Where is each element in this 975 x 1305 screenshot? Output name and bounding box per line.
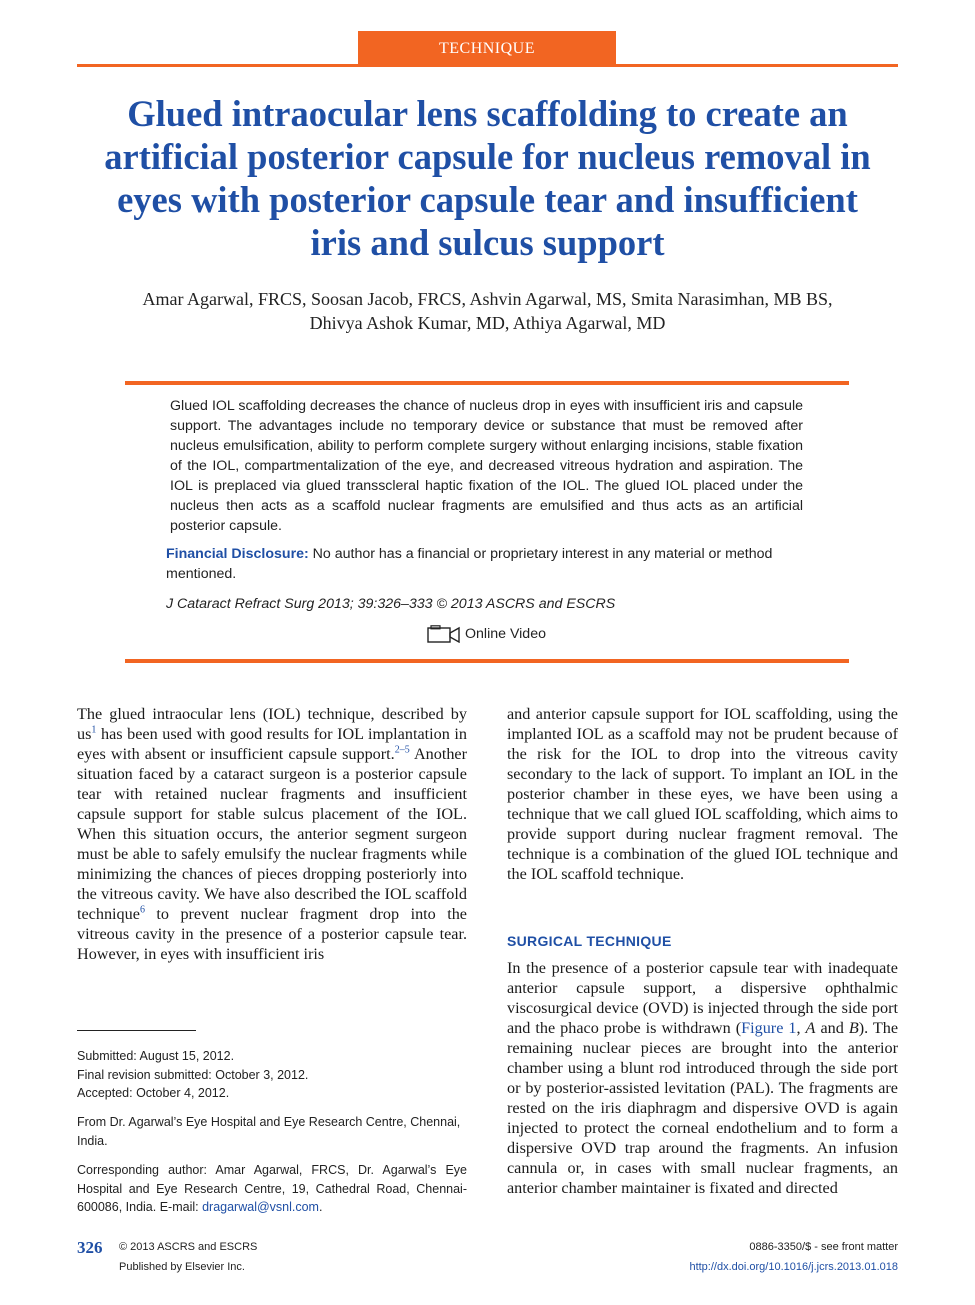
text-run: In the presence of a posterior capsule tear with inadequate anterior capsule support, a dispersive ophthalmic viscosurgical device (OVD) is injected through the side port and the phaco probe is withdrawn ( (507, 959, 898, 1037)
text-run: to prevent nuclear fragment drop into the vitreous cavity in the presence of a posterior capsule tear. However, in eyes with insufficient iris (77, 905, 467, 963)
figure-link[interactable]: Figure 1 (741, 1019, 797, 1037)
disclosure-label: Financial Disclosure: (166, 546, 309, 562)
affiliation: From Dr. Agarwal’s Eye Hospital and Eye Research Centre, Chennai, India. (77, 1115, 461, 1148)
footnote-rule (77, 1030, 196, 1031)
page-number: 326 (77, 1238, 103, 1257)
doi-link[interactable]: http://dx.doi.org/10.1016/j.jcrs.2013.01.018 (689, 1261, 898, 1273)
video-camera-icon (427, 625, 461, 643)
financial-disclosure (166, 544, 808, 584)
author-line-2: Dhivya Ashok Kumar, MD, Athiya Agarwal, MD (309, 313, 666, 333)
corresponding-author (77, 1161, 467, 1217)
text-run: Another situation faced by a cataract surgeon is a posterior capsule tear with retained nuclear fragments and insufficient capsule support for stable sulcus placement of the IOL. When this situation occurs, the anterior segment surgeon must be able to safely emulsify the nuclear fragments while minimizing the chances of pieces dropping posteriorly into the vitreous cavity. We have also described the IOL scaffold technique (77, 745, 467, 923)
text-run: . (318, 1200, 323, 1214)
article-title: Glued intraocular lens scaffolding to create an artificial posterior capsule for nucleus removal in eyes with posterior capsule tear and insufficient iris and sulcus support (104, 93, 871, 263)
abstract-top-rule (125, 381, 849, 385)
email-link[interactable]: dragarwal@vsnl.com (202, 1200, 319, 1214)
text-run: and (815, 1019, 849, 1037)
footer-copyright: © 2013 ASCRS and ESCRS (119, 1241, 258, 1253)
figure-panel-a: A (805, 1019, 816, 1037)
reference-link[interactable]: 2–5 (394, 744, 410, 756)
body-right-paragraph-2 (507, 958, 898, 1198)
article-type-tag: TECHNIQUE (358, 31, 616, 65)
figure-panel-b: B (848, 1019, 859, 1037)
online-video-link[interactable] (427, 624, 546, 644)
author-list (90, 287, 885, 335)
disclosure-text: No author has a financial or proprietary interest in any material or method mentioned. (166, 546, 773, 582)
corresponding-text: Corresponding author: Amar Agarwal, FRCS, Dr. Agarwal’s Eye Hospital and Eye Research Centre, 19, Cathedral Road, Chennai-600086, India. E-mail: (77, 1163, 467, 1214)
online-video-label: Online Video (465, 626, 546, 642)
accepted-date: Accepted: October 4, 2012. (77, 1086, 230, 1100)
final-revision-date: Final revision submitted: October 3, 2012. (77, 1067, 309, 1082)
journal-citation: J Cataract Refract Surg 2013; 39:326–333 © 2013 ASCRS and ESCRS (166, 596, 616, 612)
text-run: has been used with good results for IOL implantation in eyes with absent or insufficient capsule support. (77, 725, 467, 763)
reference-link[interactable]: 1 (91, 724, 97, 736)
footer-publisher: Published by Elsevier Inc. (119, 1261, 245, 1273)
text-run: The glued intraocular lens (IOL) technique, described by us (77, 705, 467, 743)
abstract-bottom-rule (125, 659, 849, 663)
body-right-paragraph-1: and anterior capsule support for IOL scaffolding, using the implanted IOL as a scaffold may not be prudent because of the risk for the IOL to drop into the vitreous cavity secondary to the lack of support. To implant an IOL in the posterior chamber in these eyes, we have been using a technique that we call glued IOL scaffolding, which aims to provide support during nuclear fragment removal. The technique is a combination of the glued IOL technique and the IOL scaffold technique. (507, 705, 898, 883)
text-run: ). The remaining nuclear pieces are brought into the anterior chamber using a blunt rod introduced through the side port or by posterior-assisted levitation (PAL). The fragments are rested on the iris diaphragm and dispersive OVD is again injected to protect the corneal endothelium and to form a dispersive OVD trap around the fragments. An infusion cannula or, in cases with small nuclear fragments, an anterior chamber maintainer is fixated and directed (507, 1019, 899, 1197)
body-left-paragraph (77, 704, 467, 964)
submitted-date: Submitted: August 15, 2012. (77, 1049, 235, 1063)
submission-dates (77, 1047, 467, 1103)
reference-link[interactable]: 6 (139, 904, 145, 916)
abstract-text: Glued IOL scaffolding decreases the chance of nucleus drop in eyes with insufficient iris and capsule support. The advantages include no temporary device or substance that must be removed after nucleus emulsification, ability to perform complete surgery without enlarging incisions, stable fixation of the IOL, compartmentalization of the eye, and decreased vitreous hydration and aspiration. The IOL is preplaced via glued transscleral haptic fixation of the IOL. The glued IOL placed under the nucleus then acts as a scaffold nuclear fragments are emulsified and thus acts as an artificial posterior capsule. (170, 398, 803, 534)
header-rule (77, 64, 898, 67)
footer-issn: 0886-3350/$ - see front matter (749, 1241, 898, 1253)
author-line-1: Amar Agarwal, FRCS, Soosan Jacob, FRCS, Ashvin Agarwal, MS, Smita Narasimhan, MB BS, (142, 289, 833, 309)
text-run: , (796, 1019, 806, 1037)
section-heading: SURGICAL TECHNIQUE (507, 933, 672, 949)
